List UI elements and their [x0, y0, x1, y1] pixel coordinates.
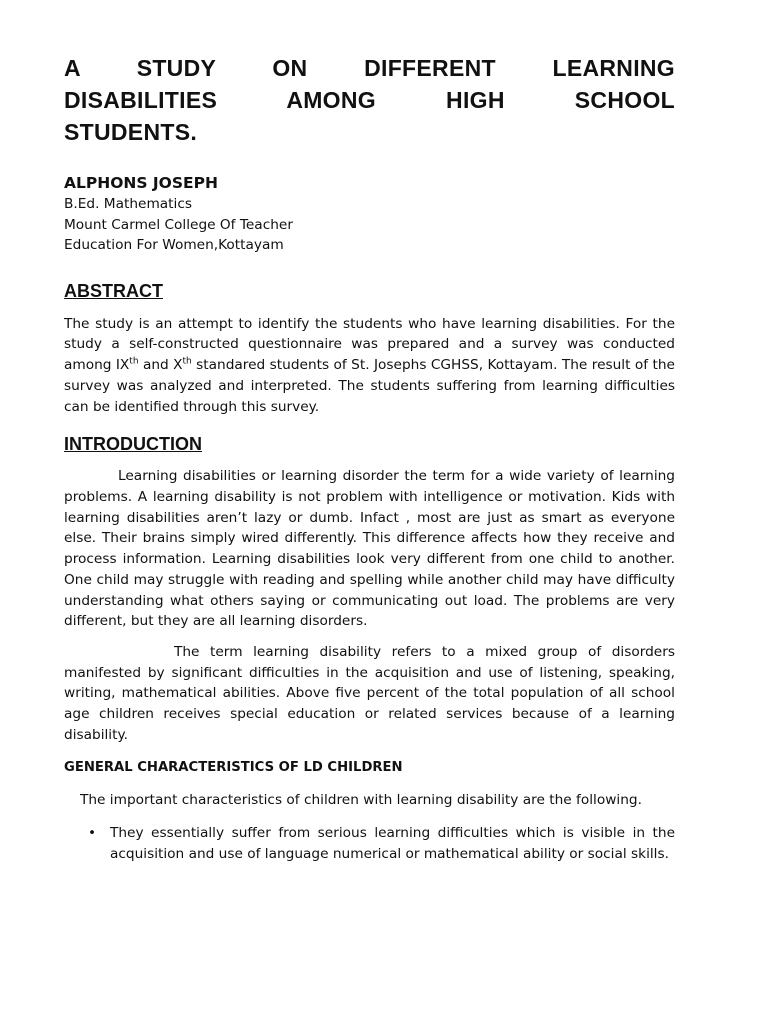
paper-title [64, 52, 675, 148]
abstract-heading: ABSTRACT [64, 280, 163, 301]
bullet-icon: • [88, 825, 97, 842]
author-college-line-1: Mount Carmel College Of Teacher [64, 216, 293, 233]
abstract-sup-2: th [182, 356, 192, 367]
introduction-paragraph-1: Learning disabilities or learning disorder the term for a wide variety of learning problems. A learning disability is not problem with intelligence or motivation. Kids with learning disabilities aren’t lazy or dumb. Infact , most are just as smart as everyone else. Their brains simply wired differently. This difference affects how they receive and process information. Learning disabilities look very different from one child to another. One child may struggle with reading and spelling while another child may have difficulty understanding what others saying or communicating out load. The problems are very different, but they are all learning disorders. [64, 468, 675, 630]
title-line-1: A STUDY ON DIFFERENT LEARNING [64, 55, 675, 81]
abstract-text-1: The study is an attempt to identify the students who have learning disabilities. For the study a self-constructed questionnaire was prepared and a survey was conducted among IX [64, 315, 675, 374]
abstract-paragraph [64, 314, 675, 418]
author-college-line-2: Education For Women,Kottayam [64, 237, 284, 254]
list-item-text: They essentially suffer from serious learning difficulties which is visible in the acquisition and use of language numerical or mathematical ability or social skills. [110, 825, 675, 862]
list-item [64, 823, 675, 864]
characteristics-intro: The important characteristics of children with learning disability are the following. [80, 792, 642, 809]
introduction-paragraph-2: The term learning disability refers to a mixed group of disorders manifested by significant difficulties in the acquisition and use of listening, speaking, writing, mathematical abilities. Above five percent of the total population of all school age children receives special education or related services because of a learning disability. [64, 643, 675, 743]
characteristics-heading: GENERAL CHARACTERISTICS OF LD CHILDREN [64, 760, 403, 776]
paper-page [64, 52, 675, 865]
title-line-3: STUDENTS. [64, 119, 198, 145]
author-degree: B.Ed. Mathematics [64, 196, 192, 212]
characteristics-list [64, 823, 675, 864]
abstract-text-3: standared students of St. Josephs CGHSS, Kottayam. The result of the survey was analyzed and interpreted. The students suffering from learning difficulties can be identified through this survey. [64, 357, 675, 415]
abstract-text-2: and X [138, 357, 183, 374]
abstract-sup-1: th [129, 356, 139, 367]
introduction-heading: INTRODUCTION [64, 434, 202, 455]
title-line-2: DISABILITIES AMONG HIGH SCHOOL [64, 87, 675, 113]
author-name: ALPHONS JOSEPH [64, 174, 218, 192]
